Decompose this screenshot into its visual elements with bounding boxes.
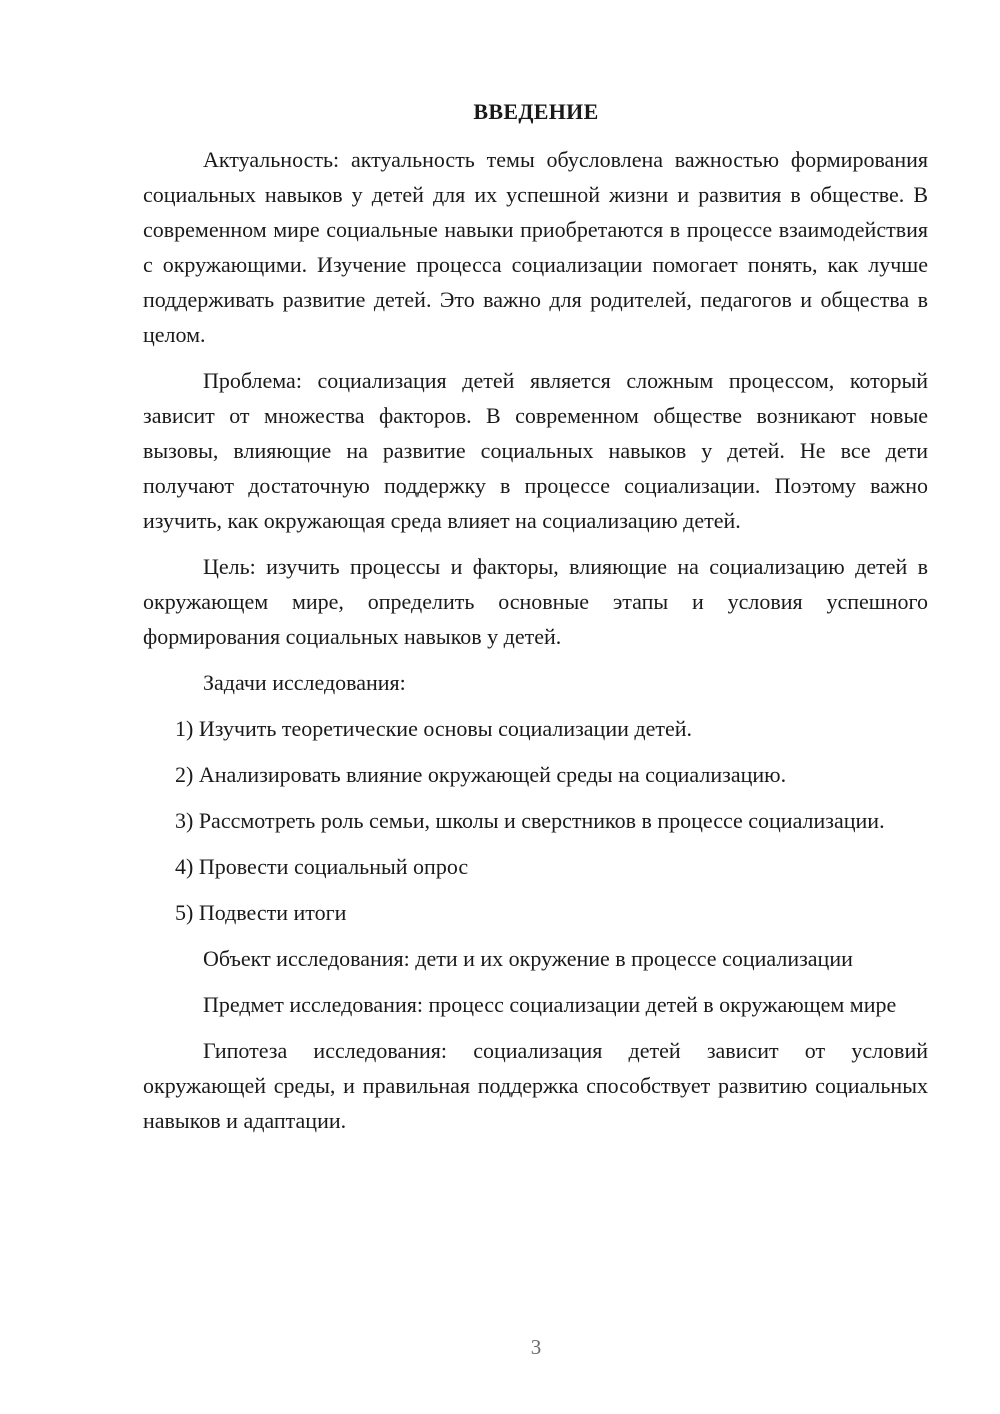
page-content — [143, 142, 928, 1149]
task-item-2: 2) Анализировать влияние окружающей среды на социализацию. — [175, 762, 787, 787]
goal-paragraph: Цель: изучить процессы и факторы, влияющие на социализацию детей в окружающем мире, определить основные этапы и условия успешного формирования социальных навыков у детей. — [143, 554, 928, 649]
page-number: 3 — [530, 1335, 542, 1359]
relevance-paragraph: Актуальность: актуальность темы обусловлена важностью формирования социальных навыков у детей для их успешной жизни и развития в обществе. В современном мире социальные навыки приобретаются в процессе взаимодействия с окружающими. Изучение процесса социализации помогает понять, как лучше поддерживать развитие детей. Это важно для родителей, педагогов и общества в целом. — [143, 147, 928, 347]
research-object-paragraph: Объект исследования: дети и их окружение в процессе социализации — [203, 946, 853, 971]
task-item-4: 4) Провести социальный опрос — [175, 854, 469, 879]
hypothesis-paragraph: Гипотеза исследования: социализация детей зависит от условий окружающей среды, и правильная поддержка способствует развитию социальных навыков и адаптации. — [143, 1038, 928, 1133]
page-title: ВВЕДЕНИЕ — [473, 99, 599, 124]
task-item-3: 3) Рассмотреть роль семьи, школы и сверстников в процессе социализации. — [175, 808, 885, 833]
task-item-1: 1) Изучить теоретические основы социализации детей. — [175, 716, 692, 741]
task-item-5: 5) Подвести итоги — [175, 900, 347, 925]
problem-paragraph: Проблема: социализация детей является сложным процессом, который зависит от множества факторов. В современном обществе возникают новые вызовы, влияющие на развитие социальных навыков у детей. Не все дети получают достаточную поддержку в процессе социализации. Поэтому важно изучить, как окружающая среда влияет на социализацию детей. — [143, 368, 928, 533]
research-subject-paragraph: Предмет исследования: процесс социализации детей в окружающем мире — [203, 992, 897, 1017]
tasks-heading: Задачи исследования: — [203, 670, 406, 695]
